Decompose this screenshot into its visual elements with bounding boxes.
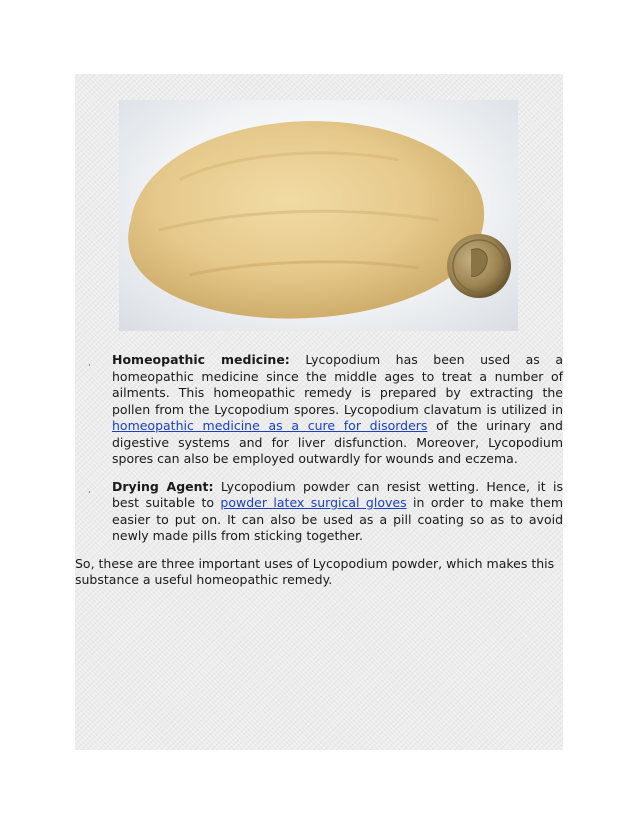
surgical-gloves-link[interactable]: powder latex surgical gloves [220,495,407,510]
item-text-after: of the urinary and digestive systems and for liver disfunction. Moreover, Lycopodium spores can also be employed outwardly for wounds and eczema. [112,418,563,466]
list-item-homeopathic-medicine [75,352,563,468]
bullet-marker: · [88,487,91,498]
summary-paragraph: So, these are three important uses of Lycopodium powder, which makes this substance a useful homeopathic remedy. [75,555,555,587]
item-title: Homeopathic medicine: [112,352,290,367]
item-text-before: Lycopodium has been used as a homeopathic medicine since the middle ages to treat a number of ailments. This homeopathic remedy is prepared by extracting the pollen from the Lycopodium spores. Lycopodium clavatum is utilized in [112,352,564,417]
item-title: Drying Agent: [112,478,214,494]
homeopathic-medicine-link[interactable]: homeopathic medicine as a cure for disorders [112,418,428,433]
lycopodium-powder-photo [119,100,518,331]
list-item-drying-agent [75,479,563,545]
bullet-marker: · [88,361,91,371]
item-text-before: Lycopodium powder can resist wetting. Hence, it is best suitable to [112,478,563,510]
item-text-after: in order to make them easier to put on. It can also be used as a pill coating so as to avoid newly made pills from sticking together. [112,495,563,543]
document-body [75,352,563,601]
